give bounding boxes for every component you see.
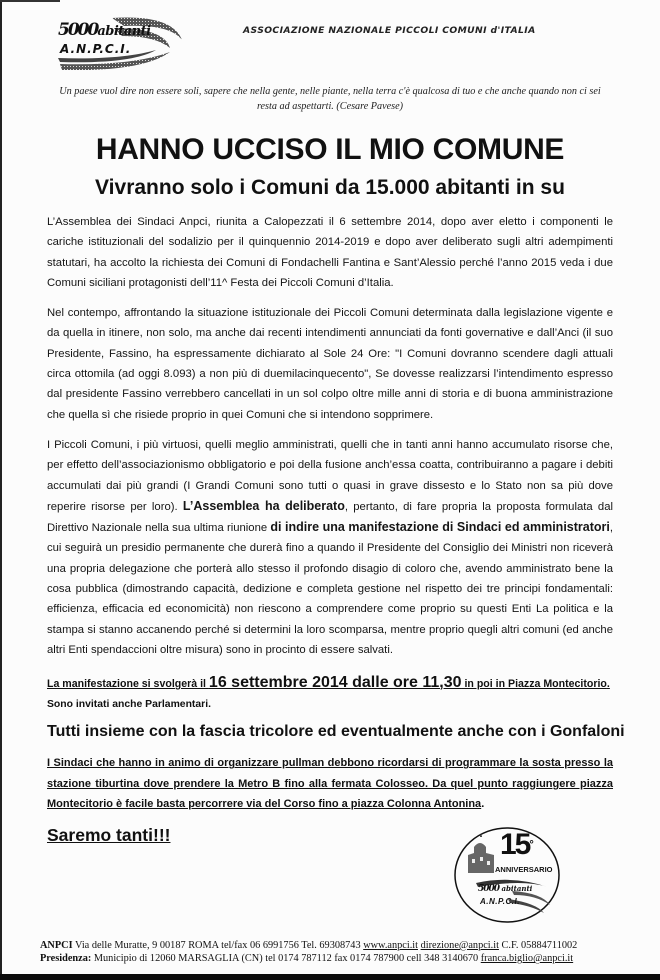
footer-address: Via delle Muratte, 9 00187 ROMA tel/fax 06 6991756 Tel. 69308743 <box>72 939 364 951</box>
footer-line-2 <box>40 952 640 966</box>
seal-logo-line-2: A.N.P.C.I. <box>480 896 520 906</box>
closing-row <box>0 823 660 935</box>
quote-line-1: Un paese vuol dire non essere soli, sapere che nella gente, nelle piante, nella terra c'è qualcosa di tuo e che anche quando non ci sei <box>59 86 601 97</box>
closing-slogan: Saremo tanti!!! <box>47 824 171 845</box>
demonstration-announcement: di indire una manifestazione di Sindaci ed amministratori <box>270 520 610 535</box>
seal-degree: ° <box>529 838 532 851</box>
quote <box>40 84 620 114</box>
paragraph-3-text-c: , pertanto, di fare propria la proposta formulata dal Direttivo Nazionale nella sua ultima riunione <box>47 500 613 535</box>
paragraph-1: L’Assemblea dei Sindaci Anpci, riunita a Calopezzati il 6 settembre 2014, dopo aver eletto i componenti le cariche istituzionali del sodalizio per il quinquennio 2014-2019 e dopo aver deliberato sugli altri adempimenti statutari, ha accolto la richiesta dei Comuni di Fondachelli Fantina e Sant’Alessio perché l’anno 2015 veda i due Comuni siciliani protagonisti dell’11^ Festa dei Piccoli Comuni d’Italia. <box>47 216 613 289</box>
event-prefix: La manifestazione si svolgerà il <box>47 678 209 691</box>
logo-line-1 <box>58 20 151 40</box>
seal-logo-word: abitanti <box>501 883 533 893</box>
invited-note: Sono invitati anche Parlamentari. <box>47 699 211 711</box>
bus-instructions <box>47 753 613 815</box>
page-subtitle: Vivranno solo i Comuni da 15.000 abitanti in su <box>95 176 565 199</box>
paragraph-3-text-a: I Piccoli Comuni, i più virtuosi, quelli meglio amministrati, quelli che in tanti anni hanno accumulato risorse che, per effetto dell’associazionismo obbligatorio e poi della fusione anch’essa coatta, contribuiranno a pagare i debiti accumulati dai più grandi (I Grandi Comuni sono tutti o quasi in grave dissesto e lo Stato non sa più dove reperire risorse per loro). <box>47 438 613 513</box>
event-date-time: 16 settembre 2014 dalle ore 11,30 <box>208 674 462 692</box>
seal-logo-number: 5000 <box>478 883 500 894</box>
website-link[interactable]: www.anpci.it <box>363 939 418 951</box>
bus-instructions-text: I Sindaci che hanno in animo di organizzare pullman debbono ricordarsi di programmare la sosta presso la stazione tiburtina dove prendere la Metro B fino alla fermata Colosseo. Da quel punto raggiungere piazza Montecitorio è facile basta percorrere via del Corso fino a piazza Colonna Antonina <box>47 757 613 811</box>
presidency-address: Municipio di 12060 MARSAGLIA (CN) tel 0174 787112 fax 0174 787900 cell 348 3140670 <box>91 953 481 965</box>
town-icon <box>468 833 494 873</box>
logo-word: abitanti <box>97 24 151 39</box>
logo-line-2: A.N.P.C.I. <box>60 42 132 56</box>
anpci-logo <box>52 12 182 70</box>
assembly-deliberated: L’Assemblea ha deliberato <box>182 498 345 513</box>
seal-logo-line-1 <box>478 883 532 895</box>
event-period: . <box>606 678 610 691</box>
footer-line-1 <box>40 939 640 953</box>
event-details <box>47 672 627 695</box>
event-location: in poi in Piazza Montecitorio <box>461 678 607 691</box>
seal-number <box>500 829 532 861</box>
footer-contacts <box>40 939 640 966</box>
together-heading: Tutti insieme con la fascia tricolore ed eventualmente anche con i Gonfaloni <box>47 723 625 741</box>
paragraph-2: Nel contempo, affrontando la situazione istituzionale dei Piccoli Comuni determinata dalla legislazione vigente e da quella in itinere, non solo, ma anche dai recenti intendimenti annunciati da fonti governative e dall’Anci (il suo Presidente, Fassino, ha espressamente dichiarato al Sole 24 Ore: "I Comuni dovranno scendere dagli attuali circa ottomila (ad oggi 8.093) a non più di duemilacinquecento", Se dovesse realizzarsi l’intendimento espresso dal presidente Fassino verrebbero cancellati in un sol colpo oltre mille anni di storia e di buona amministrazione che quella sì che risiede proprio in quei Comuni che si intendono sopprimere. <box>47 307 613 421</box>
paragraph-3-text-e: , cui seguirà un presidio permanente che durerà fino a quando il Presidente del Consiglio dei Ministri non riceverà una propria delegazione che porterà allo stesso il profondo disagio di coloro che, avendo amministrato bene la cosa pubblica (dimostrando capacità, dedizione e completa gestione nel rispetto dei tre principi fondamentali: efficienza, efficacia ed economicità) non riescono a comprendere come proprio su questi Enti La politica e la stampa si stanno accanendo perché si determini la loro scomparsa, mentre proprio quegli altri comuni (ed anche altri Enti spendaccioni oltre misura) sono in procinto di essere salvati. <box>47 522 613 656</box>
bus-instructions-end: . <box>481 798 485 811</box>
letterhead <box>0 0 660 126</box>
seal-label: ANNIVERSARIO <box>495 864 553 874</box>
logo-number: 5000 <box>58 20 98 40</box>
quote-line-2: resta ad aspettarti. (Cesare Pavese) <box>256 101 404 112</box>
footer-org: ANPCI <box>40 939 73 951</box>
fiscal-code: C.F. 05884711002 <box>498 939 578 951</box>
president-email-link[interactable]: franca.biglio@anpci.it <box>480 953 574 965</box>
presidency-label: Presidenza: <box>40 953 92 965</box>
direzione-email-link[interactable]: direzione@anpci.it <box>420 939 499 951</box>
document-body <box>0 130 660 980</box>
paragraph-3 <box>47 435 613 660</box>
scan-edge-bottom <box>0 974 660 980</box>
page-title: HANNO UCCISO IL MIO COMUNE <box>95 133 565 166</box>
seal-number-text: 15 <box>500 827 530 861</box>
organization-name: ASSOCIAZIONE NAZIONALE PICCOLI COMUNI d'ITALIA <box>243 25 536 36</box>
anniversary-seal <box>452 825 564 925</box>
